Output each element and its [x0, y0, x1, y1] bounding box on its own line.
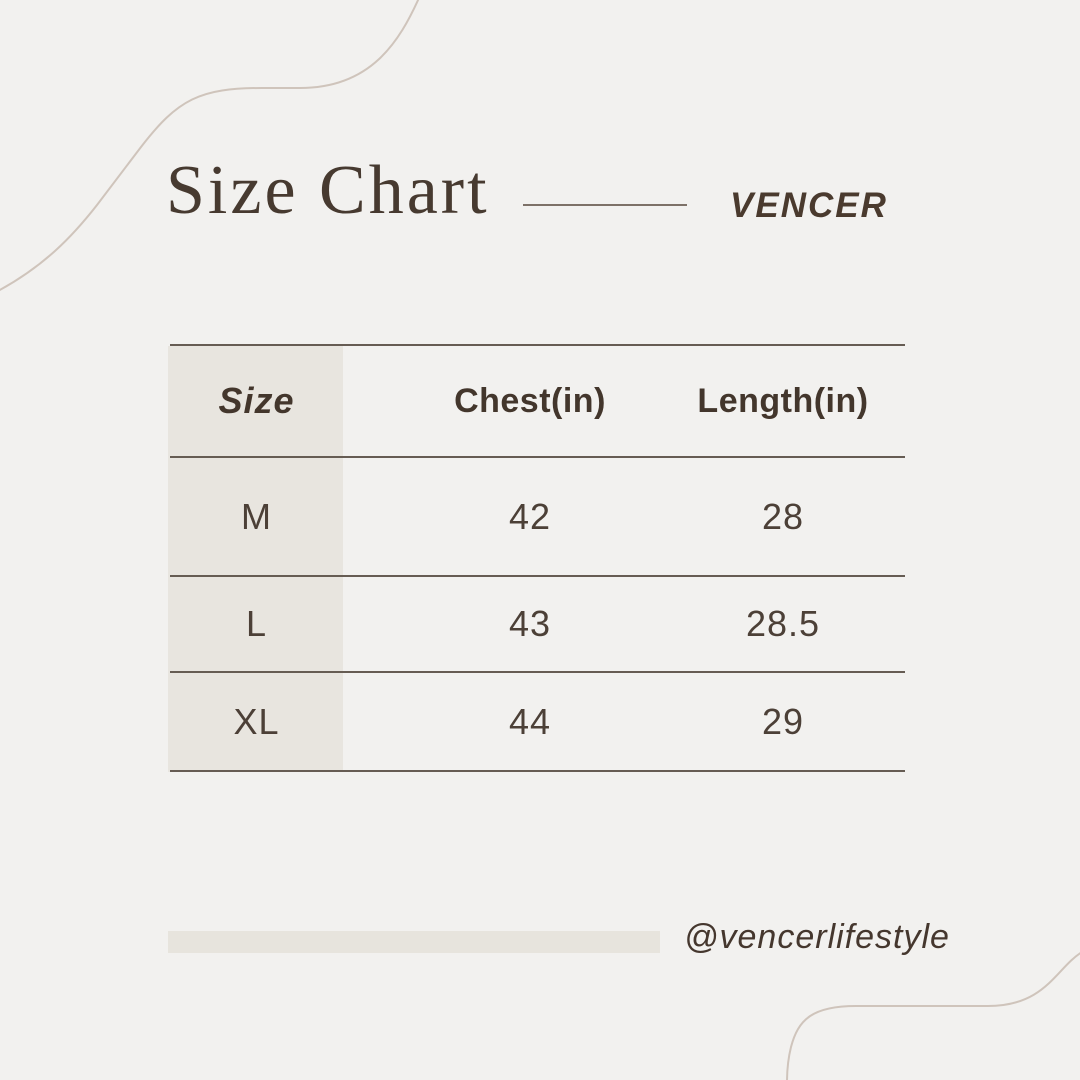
decorative-curve-top-left	[0, 0, 419, 291]
row-xl-size-label: XL	[233, 700, 280, 742]
page-title: Size Chart	[166, 152, 490, 229]
column-header-length: Length(in)	[697, 381, 869, 420]
brand-name: VENCER	[730, 186, 888, 225]
table-header-row	[170, 346, 905, 458]
row-l-chest-value: 43	[508, 603, 552, 644]
row-m-length-value: 28	[761, 495, 805, 537]
row-m-chest-value: 42	[508, 495, 552, 537]
decorative-curve-bottom-right	[787, 952, 1080, 1080]
row-m-size-label: M	[241, 495, 272, 537]
footer-accent-bar	[168, 931, 660, 953]
table-row-xl	[170, 673, 905, 772]
row-xl-chest-value: 44	[508, 700, 552, 742]
column-header-size: Size	[218, 380, 295, 421]
table-row-m	[170, 458, 905, 577]
row-l-length-value: 28.5	[745, 603, 821, 644]
column-header-chest: Chest(in)	[454, 381, 606, 420]
title-divider-line	[523, 204, 687, 206]
row-xl-length-value: 29	[761, 700, 805, 742]
size-table	[170, 344, 905, 772]
table-row-l	[170, 577, 905, 673]
social-handle: @vencerlifestyle	[684, 918, 950, 956]
row-l-size-label: L	[245, 603, 268, 644]
